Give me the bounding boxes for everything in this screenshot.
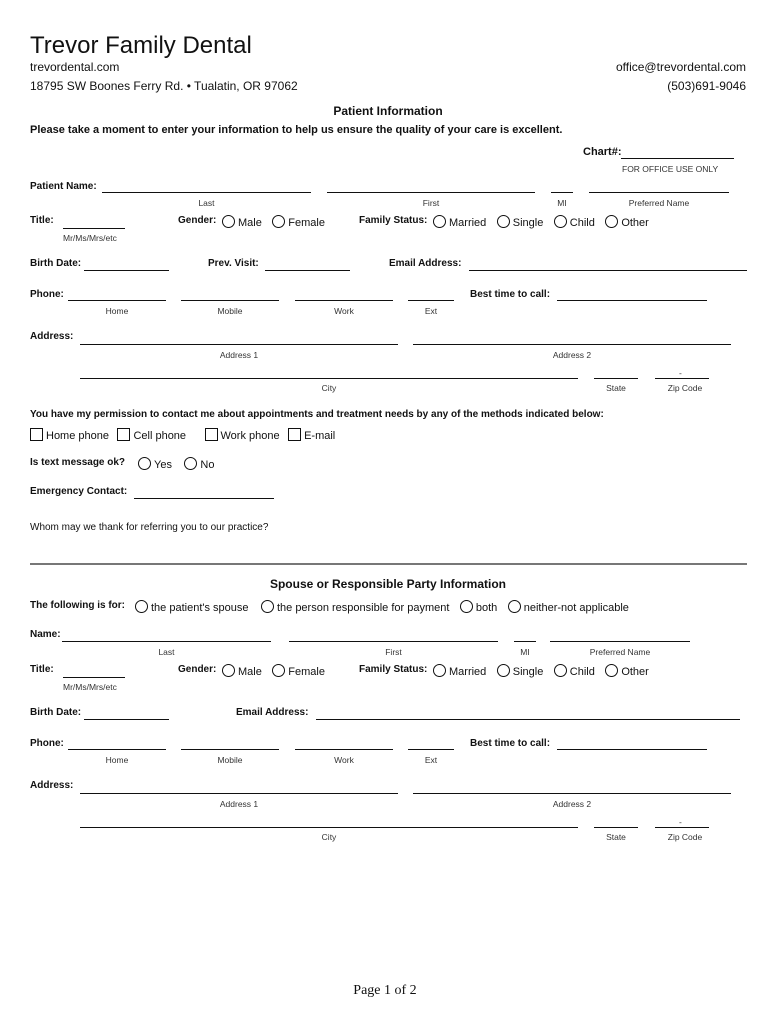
city-caption: City — [321, 383, 337, 393]
text-ok-no[interactable]: No — [184, 457, 214, 471]
radio-icon[interactable] — [508, 600, 521, 613]
text-ok-yes[interactable]: Yes — [138, 457, 172, 471]
spouse-gender-female-option[interactable]: Female — [272, 664, 325, 678]
family-married-option[interactable]: Married — [433, 215, 486, 229]
practice-phone: (503)691-9046 — [667, 79, 746, 93]
spouse-preferred-caption: Preferred Name — [589, 647, 651, 657]
practice-address: 18795 SW Boones Ferry Rd. • Tualatin, OR 97062 — [30, 79, 298, 93]
phone-label: Phone: — [30, 289, 64, 300]
radio-icon[interactable] — [605, 215, 618, 228]
radio-icon[interactable] — [135, 600, 148, 613]
office-email: office@trevordental.com — [615, 60, 746, 74]
radio-icon[interactable] — [605, 664, 618, 677]
zip-caption: Zip Code — [667, 383, 703, 393]
radio-icon[interactable] — [272, 215, 285, 228]
first-name-field[interactable] — [327, 192, 535, 193]
title-field[interactable] — [63, 228, 125, 229]
spouse-mobile-caption: Mobile — [217, 755, 243, 765]
mobile-caption: Mobile — [217, 306, 243, 316]
work-phone-field[interactable] — [295, 300, 393, 301]
patient-name-label: Patient Name: — [30, 181, 97, 192]
work-caption: Work — [334, 306, 354, 316]
birth-date-field[interactable] — [84, 270, 169, 271]
contact-home-phone[interactable]: Home phone — [30, 428, 109, 442]
following-label: The following is for: — [30, 600, 125, 611]
spouse-family-child-option[interactable]: Child — [554, 664, 595, 678]
prev-visit-label: Prev. Visit: — [208, 258, 259, 269]
family-status-label: Family Status: — [359, 215, 428, 226]
emergency-label: Emergency Contact: — [30, 486, 128, 497]
spouse-family-married-option[interactable]: Married — [433, 664, 486, 678]
state-caption: State — [606, 383, 626, 393]
gender-label: Gender: — [178, 215, 217, 226]
following-both-option[interactable]: both — [460, 600, 497, 614]
spouse-name-label: Name: — [30, 629, 61, 640]
radio-icon[interactable] — [433, 664, 446, 677]
radio-icon[interactable] — [222, 215, 235, 228]
spouse-email-label: Email Address: — [236, 707, 309, 718]
zip-field[interactable] — [655, 378, 709, 379]
home-caption: Home — [105, 306, 129, 316]
spouse-mi-field[interactable] — [514, 641, 536, 642]
radio-icon[interactable] — [222, 664, 235, 677]
website: trevordental.com — [30, 60, 120, 74]
permission-text: You have my permission to contact me about appointments and treatment needs by any of the methods indicated below: — [30, 409, 604, 420]
spouse-email-field[interactable] — [316, 719, 740, 720]
spouse-address2-field[interactable] — [413, 793, 731, 794]
intro-text: Please take a moment to enter your information to help us ensure the quality of your care is excellent. — [30, 124, 563, 136]
section-divider — [30, 563, 747, 565]
spouse-state-caption: State — [606, 832, 626, 842]
spouse-city-field[interactable] — [80, 827, 578, 828]
preferred-name-field[interactable] — [589, 192, 729, 193]
spouse-best-time-label: Best time to call: — [470, 738, 551, 749]
spouse-work-phone-field[interactable] — [295, 749, 393, 750]
radio-icon[interactable] — [138, 457, 151, 470]
radio-icon[interactable] — [554, 215, 567, 228]
spouse-family-single-option[interactable]: Single — [497, 664, 544, 678]
spouse-family-other-option[interactable]: Other — [605, 664, 649, 678]
spouse-section-title: Spouse or Responsible Party Information — [269, 577, 507, 591]
spouse-title-caption: Mr/Ms/Mrs/etc — [63, 682, 117, 692]
mi-caption: MI — [557, 198, 567, 208]
spouse-family-label: Family Status: — [359, 664, 428, 675]
spouse-birth-label: Birth Date: — [30, 707, 82, 718]
spouse-ext-field[interactable] — [408, 749, 454, 750]
patient-section-title: Patient Information — [333, 104, 443, 118]
spouse-address1-caption: Address 1 — [219, 799, 259, 809]
following-payment-option[interactable]: the person responsible for payment — [261, 600, 449, 614]
zip-dash: - — [679, 368, 682, 378]
radio-icon[interactable] — [497, 215, 510, 228]
birth-date-label: Birth Date: — [30, 258, 82, 269]
spouse-address-label: Address: — [30, 780, 74, 791]
spouse-address1-field[interactable] — [80, 793, 398, 794]
address2-caption: Address 2 — [552, 350, 592, 360]
spouse-title-field[interactable] — [63, 677, 125, 678]
title-label: Title: — [30, 215, 54, 226]
state-field[interactable] — [594, 378, 638, 379]
spouse-best-time-field[interactable] — [557, 749, 707, 750]
following-neither-option[interactable]: neither-not applicable — [508, 600, 629, 614]
spouse-last-caption: Last — [158, 647, 175, 657]
radio-icon[interactable] — [184, 457, 197, 470]
spouse-state-field[interactable] — [594, 827, 638, 828]
contact-work-phone[interactable]: Work phone — [205, 428, 280, 442]
spouse-work-caption: Work — [334, 755, 354, 765]
chart-label: Chart#: — [583, 146, 622, 158]
checkbox-icon[interactable] — [205, 428, 218, 441]
text-ok-label: Is text message ok? — [30, 457, 126, 468]
spouse-home-phone-field[interactable] — [68, 749, 166, 750]
spouse-mi-caption: MI — [520, 647, 530, 657]
best-time-field[interactable] — [557, 300, 707, 301]
prev-visit-field[interactable] — [265, 270, 350, 271]
page-number: Page 1 of 2 — [353, 983, 417, 998]
spouse-zip-field[interactable] — [655, 827, 709, 828]
city-field[interactable] — [80, 378, 578, 379]
radio-icon[interactable] — [272, 664, 285, 677]
home-phone-field[interactable] — [68, 300, 166, 301]
best-time-label: Best time to call: — [470, 289, 551, 300]
referral-question: Whom may we thank for referring you to our practice? — [30, 522, 269, 533]
emergency-field[interactable] — [134, 498, 274, 499]
radio-icon[interactable] — [497, 664, 510, 677]
checkbox-icon[interactable] — [30, 428, 43, 441]
spouse-zip-dash: - — [679, 817, 682, 827]
email-label: Email Address: — [389, 258, 462, 269]
spouse-last-field[interactable] — [62, 641, 271, 642]
checkbox-icon[interactable] — [117, 428, 130, 441]
ext-caption: Ext — [424, 306, 438, 316]
first-caption: First — [422, 198, 440, 208]
email-field[interactable] — [469, 270, 747, 271]
spouse-mobile-phone-field[interactable] — [181, 749, 279, 750]
spouse-gender-male-option[interactable]: Male — [222, 664, 262, 678]
practice-name: Trevor Family Dental — [30, 32, 252, 59]
spouse-gender-label: Gender: — [178, 664, 217, 675]
address1-caption: Address 1 — [219, 350, 259, 360]
spouse-title-label: Title: — [30, 664, 54, 675]
contact-email[interactable]: E-mail — [288, 428, 335, 442]
spouse-city-caption: City — [321, 832, 337, 842]
address2-field[interactable] — [413, 344, 731, 345]
spouse-ext-caption: Ext — [424, 755, 438, 765]
radio-icon[interactable] — [261, 600, 274, 613]
office-use-note: FOR OFFICE USE ONLY — [622, 164, 719, 174]
radio-icon[interactable] — [433, 215, 446, 228]
spouse-phone-label: Phone: — [30, 738, 64, 749]
gender-female-option[interactable]: Female — [272, 215, 325, 229]
spouse-first-caption: First — [385, 647, 402, 657]
chart-field[interactable] — [621, 158, 734, 159]
following-spouse-option[interactable]: the patient's spouse — [135, 600, 249, 614]
last-caption: Last — [198, 198, 215, 208]
last-name-field[interactable] — [102, 192, 311, 193]
ext-field[interactable] — [408, 300, 454, 301]
mobile-phone-field[interactable] — [181, 300, 279, 301]
family-single-option[interactable]: Single — [497, 215, 544, 229]
spouse-home-caption: Home — [105, 755, 129, 765]
checkbox-icon[interactable] — [288, 428, 301, 441]
spouse-zip-caption: Zip Code — [667, 832, 703, 842]
spouse-first-field[interactable] — [289, 641, 498, 642]
gender-male-option[interactable]: Male — [222, 215, 262, 229]
radio-icon[interactable] — [554, 664, 567, 677]
title-caption: Mr/Ms/Mrs/etc — [63, 233, 117, 243]
address1-field[interactable] — [80, 344, 398, 345]
preferred-caption: Preferred Name — [628, 198, 690, 208]
mi-field[interactable] — [551, 192, 573, 193]
radio-icon[interactable] — [460, 600, 473, 613]
spouse-address2-caption: Address 2 — [552, 799, 592, 809]
family-other-option[interactable]: Other — [605, 215, 649, 229]
family-child-option[interactable]: Child — [554, 215, 595, 229]
contact-cell-phone[interactable]: Cell phone — [117, 428, 186, 442]
spouse-preferred-field[interactable] — [550, 641, 690, 642]
spouse-birth-field[interactable] — [84, 719, 169, 720]
address-label: Address: — [30, 331, 74, 342]
